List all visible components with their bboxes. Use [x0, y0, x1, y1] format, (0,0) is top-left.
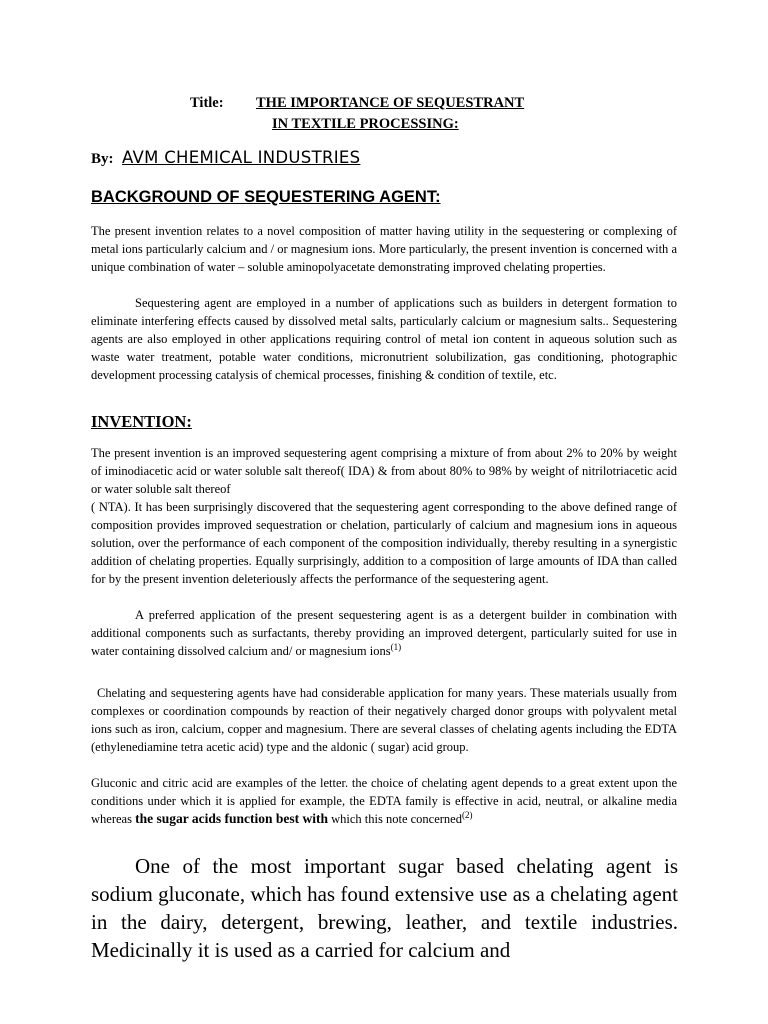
company-name: AVM CHEMICAL INDUSTRIES	[122, 148, 361, 167]
document-title-line-1: THE IMPORTANCE OF SEQUESTRANT	[256, 95, 525, 111]
background-paragraph-1: The present invention relates to a novel composition of matter having utility in the sequestering or complexing of metal ions particularly calcium and / or magnesium ions. More particularly, the present invention is concerned with a unique combination of water – soluble aminopolyacetate demonstrating improved chelating properties.	[91, 224, 677, 274]
footnote-ref-2: (2)	[461, 809, 473, 820]
background-paragraph-2: Sequestering agent are employed in a number of applications such as builders in detergent formation to eliminate interfering effects caused by dissolved metal salts, particularly calcium or magnesium salts.. Sequestering agents are also employed in other applications requiring control of metal ion content in aqueous solution such as waste water treatment, potable water conditions, micronutrient solubilization, gas conditioning, photographic development processing catalysis of chemical processes, finishing & condition of textile, etc.	[91, 296, 677, 382]
background-heading: BACKGROUND OF SEQUESTERING AGENT:	[91, 188, 441, 206]
invention-paragraph-3: Chelating and sequestering agents have had considerable application for many years. These materials usually from complexes or coordination compounds by reaction of their negatively charged donor groups with polyvalent metal ions such as iron, calcium, copper and magnesium. There are several classes of chelating agents including the EDTA (ethylenediamine tetra acetic acid) type and the aldonic ( sugar) acid group.	[91, 686, 677, 754]
invention-paragraph-4	[91, 774, 677, 828]
invention-heading: INVENTION:	[91, 412, 192, 431]
invention-paragraph-4-bold: the sugar acids function best with	[135, 811, 328, 826]
invention-paragraph-4-text: Gluconic and citric acid are examples of the letter. the choice of chelating agent depends to a great extent upon the conditions under which it is applied for example, the EDTA family is effective in acid, neutral, or alkaline media whereas	[91, 776, 677, 826]
title-label: Title:	[190, 95, 224, 111]
document-title-line-2: IN TEXTILE PROCESSING:	[272, 116, 459, 132]
invention-paragraph-2-text: A preferred application of the present sequestering agent is as a detergent builder in combination with additional components such as surfactants, thereby providing an improved detergent, particularly suited for use in water containing dissolved calcium and/ or magnesium ions	[91, 608, 677, 658]
invention-paragraph-4-end: which this note concerned	[331, 812, 462, 826]
invention-paragraph-5: One of the most important sugar based chelating agent is sodium gluconate, which has found extensive use as a chelating agent in the dairy, detergent, brewing, leather, and textile industries. Medicinally it is used as a carried for calcium and	[91, 854, 678, 962]
invention-paragraph-1b: ( NTA). It has been surprisingly discovered that the sequestering agent corresponding to the above defined range of composition provides improved sequestration or chelation, particularly of calcium and magnesium ions in aqueous solution, over the performance of each component of the composition individually, thereby resulting in a synergistic addition of chelating properties. Equally surprisingly, addition to a composition of large amounts of IDA than called for by the present invention deleteriously affects the performance of the sequestering agent.	[91, 500, 677, 586]
invention-paragraph-2	[91, 606, 677, 660]
footnote-ref-1: (1)	[390, 641, 402, 652]
byline-label: By:	[91, 151, 114, 167]
invention-paragraph-1a: The present invention is an improved sequestering agent comprising a mixture of from about 2% to 20% by weight of iminodiacetic acid or water soluble salt thereof( IDA) & from about 80% to 98% by weight of nitrilotriacetic acid or water soluble salt thereof	[91, 446, 677, 496]
byline	[91, 147, 360, 168]
